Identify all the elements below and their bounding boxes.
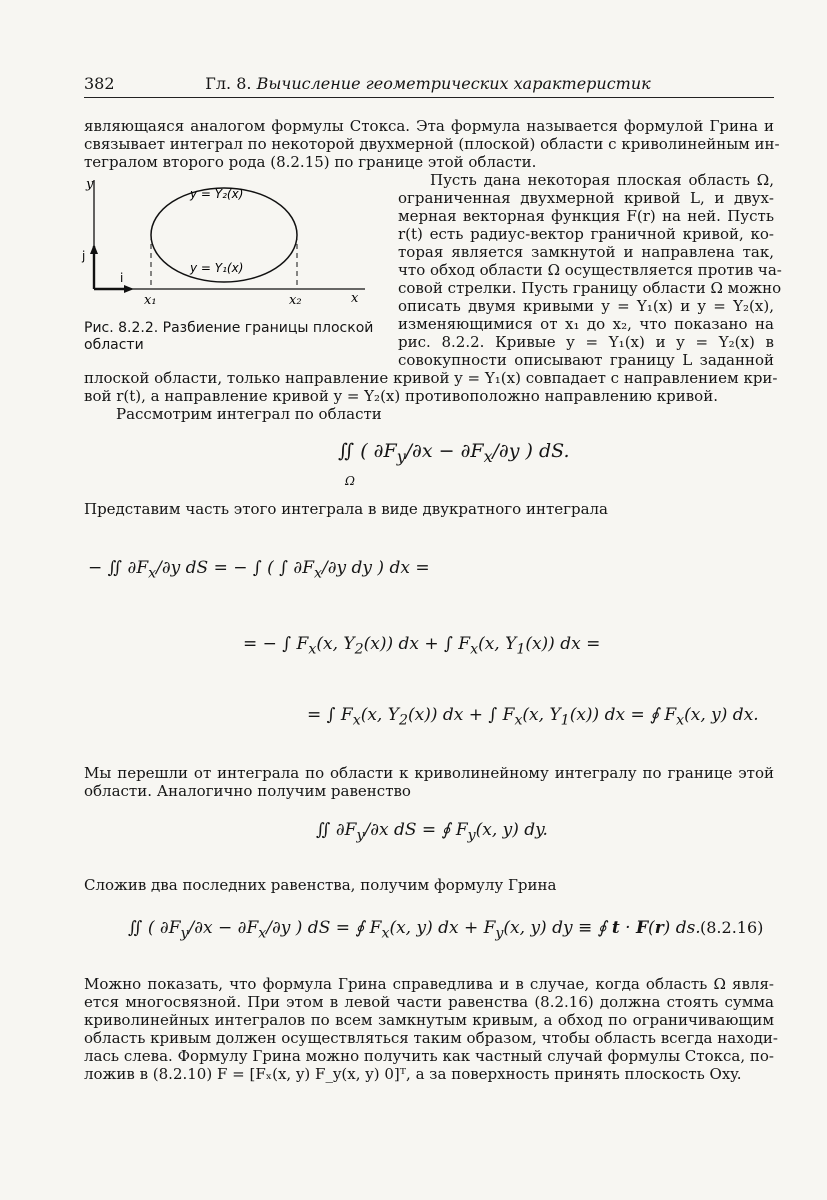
double-integral-line-1: − ∬ $\partial F_x/\partial y$ dS = − ∫ ( ∫ $\partial F_x/\partial y$ dy ) dx =: [88, 558, 430, 582]
green-formula: ∬ ( $\partial F_y/\partial x - \partial F_x/\partial y$ ) dS = ∮ $F_x(x$, y) dx + $F_y(x$, y) dy ≡ ∮ t · F(r) ds.: [128, 918, 701, 942]
paragraph-line: Представим часть этого интеграла в виде двукратного интеграла: [84, 500, 609, 518]
paragraph-line: Пусть дана некоторая плоская область Ω,: [430, 171, 774, 189]
caption-line: Рис. 8.2.2. Разбиение границы плоской: [84, 320, 374, 336]
paragraph-line: связывает интеграл по некоторой двухмерной (плоской) области с криволинейным ин-: [84, 135, 780, 153]
paragraph-line: область кривым должен осуществляться таким образом, чтобы область всегда находи-: [84, 1029, 778, 1047]
y-axis-label: y: [86, 177, 94, 192]
paragraph-line: ложив в (8.2.10) F = [Fₓ(x, y) F_y(x, y) 0]ᵀ, а за поверхность принять плоскость Oxy.: [84, 1065, 742, 1083]
j-arrowhead: [90, 244, 98, 254]
paragraph-line: r(t) есть радиус-вектор граничной кривой, ко-: [398, 225, 774, 243]
upper-curve-label: y = Y₂(x): [190, 187, 244, 201]
chapter-title: Вычисление геометрических характеристик: [256, 74, 651, 93]
x2-label: x₂: [289, 293, 302, 308]
paragraph-line: являющаяся аналогом формулы Стокса. Эта формула называется формулой Грина и: [84, 117, 774, 135]
caption-line: области: [84, 337, 144, 353]
paragraph-line: торая является замкнутой и направлена так,: [398, 243, 774, 261]
paragraph-line: Мы перешли от интеграла по области к криволинейному интегралу по границе этой: [84, 764, 774, 782]
paragraph-line: совокупности описывают границу L заданной: [398, 351, 774, 369]
paragraph-line: области. Аналогично получим равенство: [84, 782, 411, 800]
paragraph-line: ется многосвязной. При этом в левой части равенства (8.2.16) должна стоять сумма: [84, 993, 774, 1011]
omega-subscript: Ω: [345, 474, 355, 488]
paragraph-line: плоской области, только направление кривой y = Y₁(x) совпадает с направлением кри-: [84, 369, 778, 387]
paragraph-line: Сложив два последних равенства, получим формулу Грина: [84, 876, 557, 894]
paragraph-line: ограниченная двухмерной кривой L, и двух-: [398, 189, 774, 207]
page-number: 382: [84, 74, 115, 93]
x1-label: x₁: [144, 293, 157, 308]
equation-number: (8.2.16): [700, 918, 764, 937]
paragraph-line: лась слева. Формулу Грина можно получить как частный случай формулы Стокса, по-: [84, 1047, 774, 1065]
lower-curve-label: y = Y₁(x): [190, 261, 244, 275]
double-integral-line-3: = ∫ $F_x(x$, $Y_2(x)$) dx + ∫ $F_x(x$, $Y_1(x)$) dx = ∮ $F_x(x$, y) dx.: [307, 705, 759, 729]
header-rule: [84, 97, 774, 98]
figure-caption: [84, 320, 373, 354]
paragraph-line: что обход области Ω осуществляется против ча-: [398, 261, 782, 279]
paragraph-line: мерная векторная функция F(r) на ней. Пусть: [398, 207, 774, 225]
paragraph-line: тегралом второго рода (8.2.15) по границе этой области.: [84, 153, 537, 171]
chapter-label: Гл. 8.: [205, 74, 252, 93]
paragraph-line: рис. 8.2.2. Кривые y = Y₁(x) и y = Y₂(x) в: [398, 333, 774, 351]
paragraph-line: Можно показать, что формула Грина справедлива и в случае, когда область Ω явля-: [84, 975, 774, 993]
double-integral-line-2: = − ∫ $F_x(x$, $Y_2(x)$) dx + ∫ $F_x(x$, $Y_1(x)$) dx =: [243, 634, 601, 658]
paragraph-line: описать двумя кривыми y = Y₁(x) и y = Y₂(x),: [398, 297, 774, 315]
area-integral-equation: ∬ ( $\partial F_y/\partial x - \partial F_x/\partial y$ ) dS.: [338, 440, 570, 466]
paragraph-line: вой r(t), а направление кривой y = Y₂(x) противоположно направлению кривой.: [84, 387, 718, 405]
line-integral-equation: ∬ $\partial F_y/\partial x$ dS = ∮ $F_y(x$, y) dy.: [316, 820, 548, 844]
paragraph-line: изменяющимися от x₁ до x₂, что показано на: [398, 315, 774, 333]
paragraph-line: криволинейных интегралов по всем замкнутым кривым, а обход по ограничивающим: [84, 1011, 774, 1029]
chapter-heading: [84, 74, 772, 93]
i-vector-label: i: [120, 271, 124, 285]
paragraph-line: совой стрелки. Пусть границу области Ω можно: [398, 279, 782, 297]
paragraph-line: Рассмотрим интеграл по области: [116, 405, 382, 423]
boundary-partition-figure: [80, 174, 370, 314]
x-axis-label: x: [351, 291, 359, 306]
i-arrowhead: [124, 285, 134, 293]
j-vector-label: j: [82, 249, 86, 263]
